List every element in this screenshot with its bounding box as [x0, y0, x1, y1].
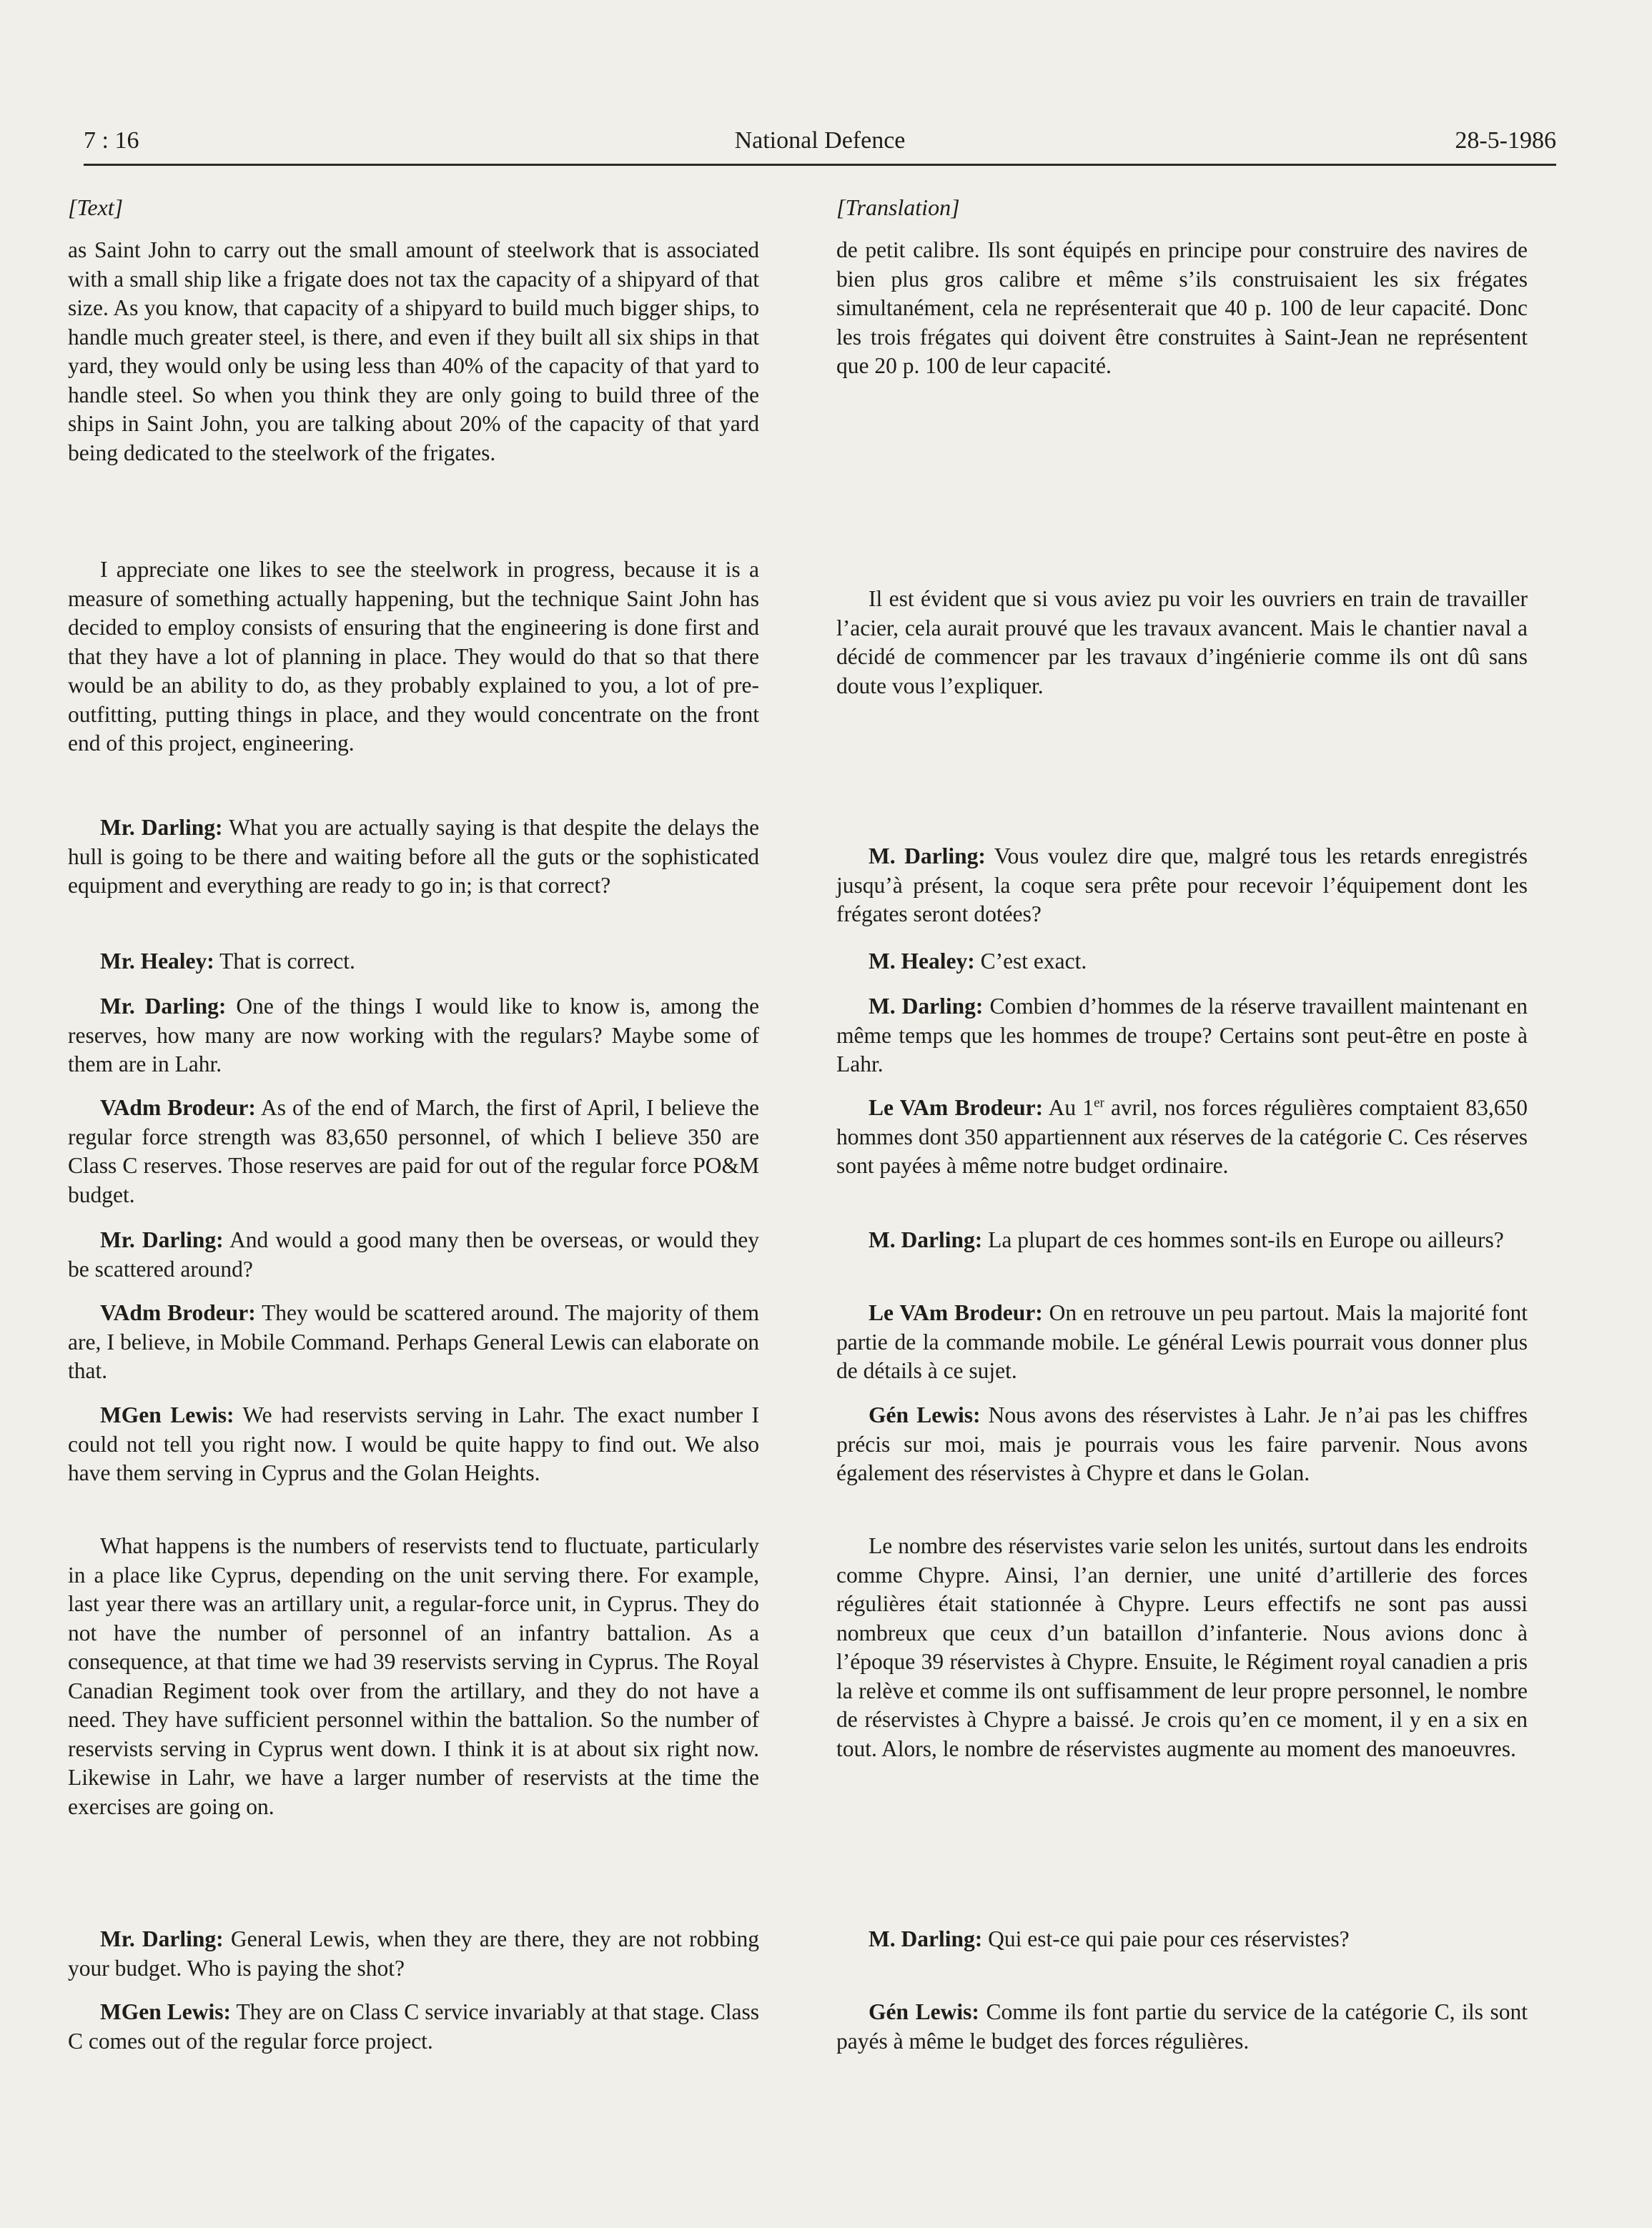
speaker-name: Mr. Darling: — [100, 994, 227, 1019]
speech-text: Au 1 — [1043, 1095, 1094, 1120]
speech — [836, 1925, 1528, 1954]
speaker-name: MGen Lewis: — [100, 1999, 231, 2024]
speech-text: avril, nos forces régulières comptaient 83,650 hommes dont 350 appartiennent aux réserves de la catégorie C. Ces réserves sont payées à même notre budget ordinaire. — [836, 1095, 1528, 1178]
speech-text: We had reservists serving in Lahr. The exact number I could not tell you right now. I would be quite happy to find out. We also have them serving in Cyprus and the Golan Heights. — [68, 1402, 759, 1485]
speaker-name: Mr. Darling: — [100, 1227, 224, 1252]
english-column — [68, 193, 760, 2054]
speech — [68, 947, 759, 976]
paragraph: de petit calibre. Ils sont équipés en principe pour construire des navires de bien plus gros calibre et même s’ils construisaient les six frégates simultanément, cela ne représenterait que 40 p. 100 de leur capacité. Donc les trois frégates qui doivent être construites à Saint-Jean ne représentent que 20 p. 100 de leur capacité. — [836, 237, 1528, 378]
speech — [68, 1299, 759, 1386]
speech-text: La plupart de ces hommes sont-ils en Europe ou ailleurs? — [982, 1227, 1504, 1252]
speech — [836, 842, 1528, 929]
speech — [68, 1925, 759, 1983]
speech-text: As of the end of March, the first of April, I believe the regular force strength was 83,650 personnel, of which I believe 350 are Class C reserves. Those reserves are paid for out of the regular force PO&M budget. — [68, 1095, 759, 1207]
ordinal-superscript: er — [1094, 1095, 1104, 1111]
column-label-translation: [Translation] — [836, 194, 960, 220]
speech — [836, 1401, 1528, 1488]
speech — [68, 813, 759, 901]
speech-text: One of the things I would like to know is, among the reserves, how many are now working with the regulars? Maybe some of them are in Lahr. — [68, 994, 760, 1076]
speech-text: Nous avons des réservistes à Lahr. Je n’ai pas les chiffres précis sur moi, mais je pourrais vous les faire parvenir. Nous avons également des réservistes à Chypre et dans le Golan. — [836, 1402, 1528, 1485]
speaker-name: Mr. Darling: — [100, 1926, 224, 1951]
speech-text: Vous voulez dire que, malgré tous les retards enregistrés jusqu’à présent, la coque sera prête pour recevoir l’équipement dont les frégates seront dotées? — [836, 843, 1528, 926]
speaker-name: Mr. Healey: — [100, 949, 214, 974]
speech-text: Comme ils font partie du service de la catégorie C, ils sont payés à même le budget des forces régulières. — [836, 1999, 1528, 2054]
speech-text: What you are actually saying is that despite the delays the hull is going to be there and waiting before all the guts or the sophisticated equipment and everything are ready to go in; is that correct? — [68, 815, 760, 898]
speech-text: On en retrouve un peu partout. Mais la majorité font partie de la commande mobile. Le général Lewis pourrait vous donner plus de détails à ce sujet. — [836, 1300, 1528, 1383]
speaker-name: Mr. Darling: — [100, 815, 223, 840]
header-rule — [84, 164, 1556, 166]
speaker-name: M. Darling: — [869, 843, 986, 868]
speaker-name: MGen Lewis: — [100, 1402, 234, 1427]
speaker-name: VAdm Brodeur: — [100, 1095, 256, 1120]
speech-text: General Lewis, when they are there, they are not robbing your budget. Who is paying the shot? — [68, 1926, 759, 1981]
speech — [836, 947, 1528, 976]
speech-text: C’est exact. — [974, 949, 1087, 974]
speaker-name: M. Healey: — [869, 949, 975, 974]
speech — [68, 1401, 759, 1488]
paragraph: as Saint John to carry out the small amount of steelwork that is associated with a small ship like a frigate does not tax the capacity of a shipyard of that size. As you know, that capacity of a shipyard to build much bigger ships, to handle much greater steel, is there, and even if they built all six ships in that yard, they would only be using less than 40% of the capacity of that yard to handle steel. So when you think they are only going to build three of the ships in Saint John, you are talking about 20% of the capacity of that yard being dedicated to the steelwork of the frigates. — [68, 237, 759, 465]
speech — [836, 1094, 1528, 1181]
page-header — [84, 123, 1556, 163]
speech — [836, 992, 1528, 1079]
paragraph: What happens is the numbers of reservists tend to fluctuate, particularly in a place like Cyprus, depending on the unit serving there. For example, last year there was an artillary unit, a regular-force unit, in Cyprus. They do not have the number of personnel of an infantry battalion. As a consequence, at that time we had 39 reservists serving in Cyprus. The Royal Canadian Regiment took over from the artillary, and they do not have a need. They have sufficient personnel within the battalion. So the number of reservists serving in Cyprus went down. I think it is at about six right now. Likewise in Lahr, we have a larger number of reservists at the time the exercises are going on. — [68, 1533, 759, 1819]
speech — [68, 992, 759, 1079]
speaker-name: Le VAm Brodeur: — [869, 1300, 1043, 1325]
speech — [68, 1094, 759, 1209]
speaker-name: Gén Lewis: — [869, 1999, 979, 2024]
speech-text: That is correct. — [214, 949, 355, 974]
publication-date: 28-5-1986 — [1455, 127, 1556, 154]
speaker-name: M. Darling: — [869, 1227, 983, 1252]
speech-text: And would a good many then be overseas, or would they be scattered around? — [68, 1227, 759, 1282]
paragraph: Le nombre des réservistes varie selon les unités, surtout dans les endroits comme Chypre. Ainsi, l’an dernier, une unité d’artillerie des forces régulières était stationnée à Chypre. Leurs effectifs ne sont pas aussi nombreux que ceux d’un bataillon d’infanterie. Nous avions donc à l’époque 39 réservistes à Chypre. Ensuite, le Régiment royal canadien a pris la relève et comme ils ont suffisamment de leur propre personnel, le nombre de réservistes à Chypre a baissé. Je crois qu’en ce moment, il y en a six en tout. Alors, le nombre de réservistes augmente au moment des manoeuvres. — [836, 1533, 1528, 1761]
speech-text: They would be scattered around. The majority of them are, I believe, in Mobile Command. Perhaps General Lewis can elaborate on that. — [68, 1300, 760, 1383]
speaker-name: Gén Lewis: — [869, 1402, 981, 1427]
french-column — [836, 193, 1528, 2054]
speech — [836, 1226, 1528, 1255]
speaker-name: Le VAm Brodeur: — [869, 1095, 1044, 1120]
speech — [68, 1998, 759, 2056]
speech-text: Qui est-ce qui paie pour ces réservistes? — [982, 1926, 1350, 1951]
speech-text: Combien d’hommes de la réserve travaillent maintenant en même temps que les hommes de troupe? Certains sont peut-être en poste à Lahr. — [836, 994, 1528, 1076]
column-label-text: [Text] — [68, 194, 124, 220]
speaker-name: VAdm Brodeur: — [100, 1300, 256, 1325]
speech-text: They are on Class C service invariably at that stage. Class C comes out of the regular force project. — [68, 1999, 759, 2054]
page-number: 7 : 16 — [84, 127, 139, 154]
speech — [836, 1998, 1528, 2056]
paragraph: I appreciate one likes to see the steelwork in progress, because it is a measure of something actually happening, but the technique Saint John has decided to employ consists of ensuring that the engineering is done first and that they have a lot of planning in place. They would do that so that there would be an ability to do, as they probably explained to you, a lot of pre-outfitting, putting things in place, and they would concentrate on the front end of this project, engineering. — [68, 557, 759, 756]
paragraph: Il est évident que si vous aviez pu voir les ouvriers en train de travailler l’acier, cela aurait prouvé que les travaux avancent. Mais le chantier naval a décidé de commencer par les travaux d’ingénierie comme ils ont dû sans doute vous l’expliquer. — [836, 586, 1528, 698]
speaker-name: M. Darling: — [869, 994, 984, 1019]
speech — [836, 1299, 1528, 1386]
speech — [68, 1226, 759, 1284]
publication-title: National Defence — [734, 127, 906, 154]
speaker-name: M. Darling: — [869, 1926, 983, 1951]
